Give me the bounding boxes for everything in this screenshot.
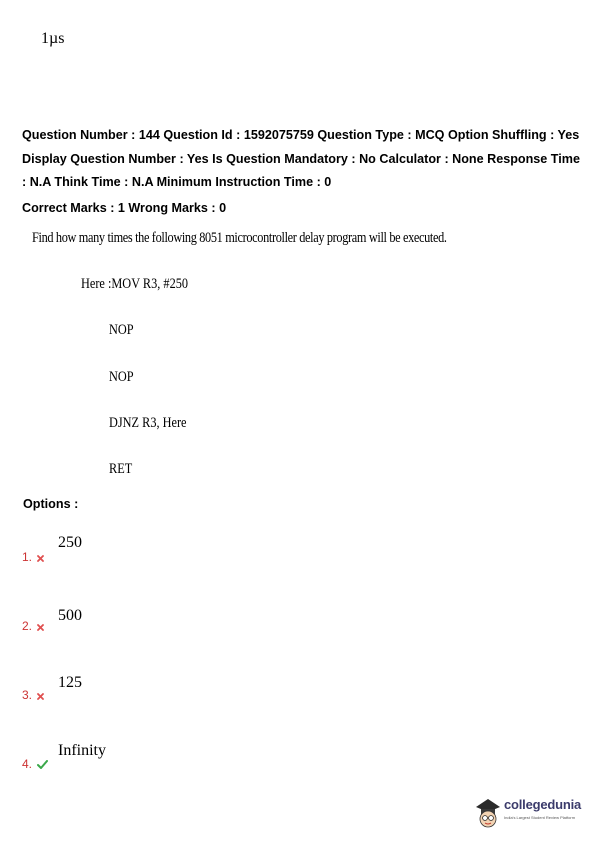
option-2-value[interactable]: 500: [58, 607, 82, 624]
cross-icon: [37, 551, 44, 565]
metadata-line-3: : N.A Think Time : N.A Minimum Instruction Time : 0: [22, 175, 332, 189]
option-number: 2.: [22, 619, 33, 633]
code-line: Here :MOV R3, #250: [81, 276, 189, 292]
option-number: 3.: [22, 688, 33, 702]
cross-icon: [37, 689, 44, 703]
code-line: NOP: [109, 369, 134, 385]
marks-line: Correct Marks : 1 Wrong Marks : 0: [22, 200, 227, 215]
option-number: 4.: [22, 757, 33, 771]
metadata-line-1: Question Number : 144 Question Id : 1592075759 Question Type : MCQ Option Shuffling : Yes: [22, 128, 580, 142]
check-icon: [37, 758, 48, 772]
option-4-value[interactable]: Infinity: [58, 742, 106, 759]
previous-answer: 1µs: [41, 30, 65, 47]
mascot-icon: [472, 795, 504, 831]
cross-icon: [37, 620, 44, 634]
metadata-line-2: Display Question Number : Yes Is Question Mandatory : No Calculator : None Response Time: [22, 151, 580, 166]
question-text: Find how many times the following 8051 microcontroller delay program will be executed.: [32, 230, 447, 246]
option-number: 1.: [22, 550, 33, 564]
option-3-value[interactable]: 125: [58, 674, 82, 691]
code-line: RET: [109, 461, 133, 477]
option-3-marker: [22, 688, 44, 703]
logo-tagline: India's Largest Student Review Platform: [504, 815, 576, 820]
question-metadata: [22, 124, 582, 220]
option-1-value[interactable]: 250: [58, 534, 82, 551]
code-line: NOP: [109, 322, 134, 338]
options-heading: Options :: [23, 497, 79, 511]
option-1-marker: [22, 550, 44, 565]
option-4-marker: [22, 757, 48, 772]
option-2-marker: [22, 619, 44, 634]
logo-wordmark: collegedunia: [504, 797, 582, 812]
code-line: DJNZ R3, Here: [109, 415, 187, 431]
